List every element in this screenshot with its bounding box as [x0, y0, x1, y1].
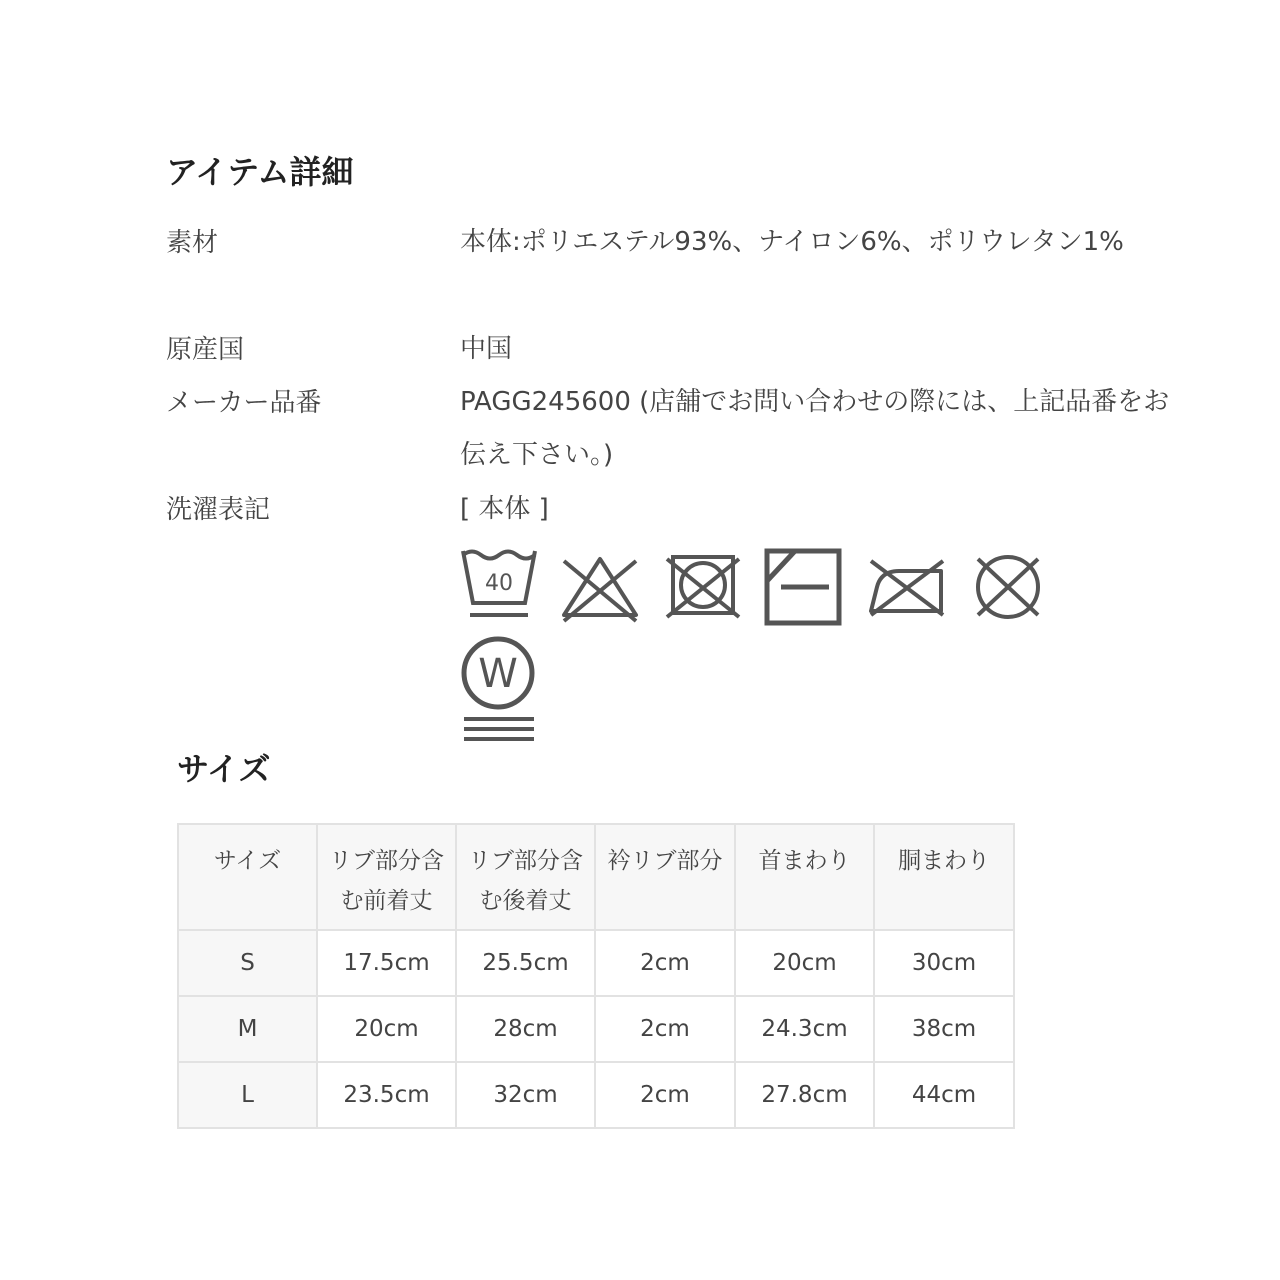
origin-value: 中国 [460, 334, 513, 364]
table-cell: 2cm [595, 930, 735, 996]
origin-label: 原産国 [166, 335, 245, 365]
table-cell: 44cm [874, 1062, 1014, 1128]
washtub-40-icon [460, 545, 540, 625]
table-row [178, 996, 1014, 1062]
size-cell: M [178, 996, 317, 1062]
no-bleach-icon [560, 545, 640, 625]
wet-clean-letter: W [478, 651, 518, 697]
no-tumble-dry-icon [663, 545, 743, 625]
table-cell: 30cm [874, 930, 1014, 996]
size-table-header-row [178, 824, 1014, 930]
col-header-collar-rib: 衿リブ部分 [595, 824, 735, 930]
wet-clean-very-mild-icon [460, 635, 540, 745]
table-cell: 2cm [595, 1062, 735, 1128]
table-cell: 17.5cm [317, 930, 456, 996]
table-row [178, 1062, 1014, 1128]
line-dry-shade-icon [763, 545, 843, 629]
no-iron-icon [867, 545, 947, 625]
table-cell: 38cm [874, 996, 1014, 1062]
table-cell: 27.8cm [735, 1062, 874, 1128]
table-cell: 23.5cm [317, 1062, 456, 1128]
table-cell: 24.3cm [735, 996, 874, 1062]
size-cell: L [178, 1062, 317, 1128]
maker-code-label: メーカー品番 [166, 388, 322, 418]
col-header-waist: 胴まわり [874, 824, 1014, 930]
col-header-front-length: リブ部分含む前着丈 [317, 824, 456, 930]
table-cell: 2cm [595, 996, 735, 1062]
washing-part-label: [ 本体 ] [460, 494, 549, 524]
material-value: 本体:ポリエステル93%、ナイロン6%、ポリウレタン1% [460, 227, 1124, 257]
wash-temp-text: 40 [485, 571, 513, 596]
size-table [177, 823, 1015, 1129]
table-cell: 20cm [735, 930, 874, 996]
col-header-back-length: リブ部分含む後着丈 [456, 824, 595, 930]
table-cell: 20cm [317, 996, 456, 1062]
table-cell: 32cm [456, 1062, 595, 1128]
maker-code-value: PAGG245600 (店舗でお問い合わせの際には、上記品番をお伝え下さい。) [460, 387, 1170, 470]
size-title: サイズ [177, 750, 271, 788]
washing-label: 洗濯表記 [166, 495, 271, 525]
no-dry-clean-icon [968, 545, 1048, 625]
col-header-size: サイズ [178, 824, 317, 930]
material-label: 素材 [166, 228, 219, 258]
table-cell: 28cm [456, 996, 595, 1062]
table-row [178, 930, 1014, 996]
size-cell: S [178, 930, 317, 996]
item-details-title: アイテム詳細 [166, 153, 354, 191]
col-header-neck: 首まわり [735, 824, 874, 930]
table-cell: 25.5cm [456, 930, 595, 996]
